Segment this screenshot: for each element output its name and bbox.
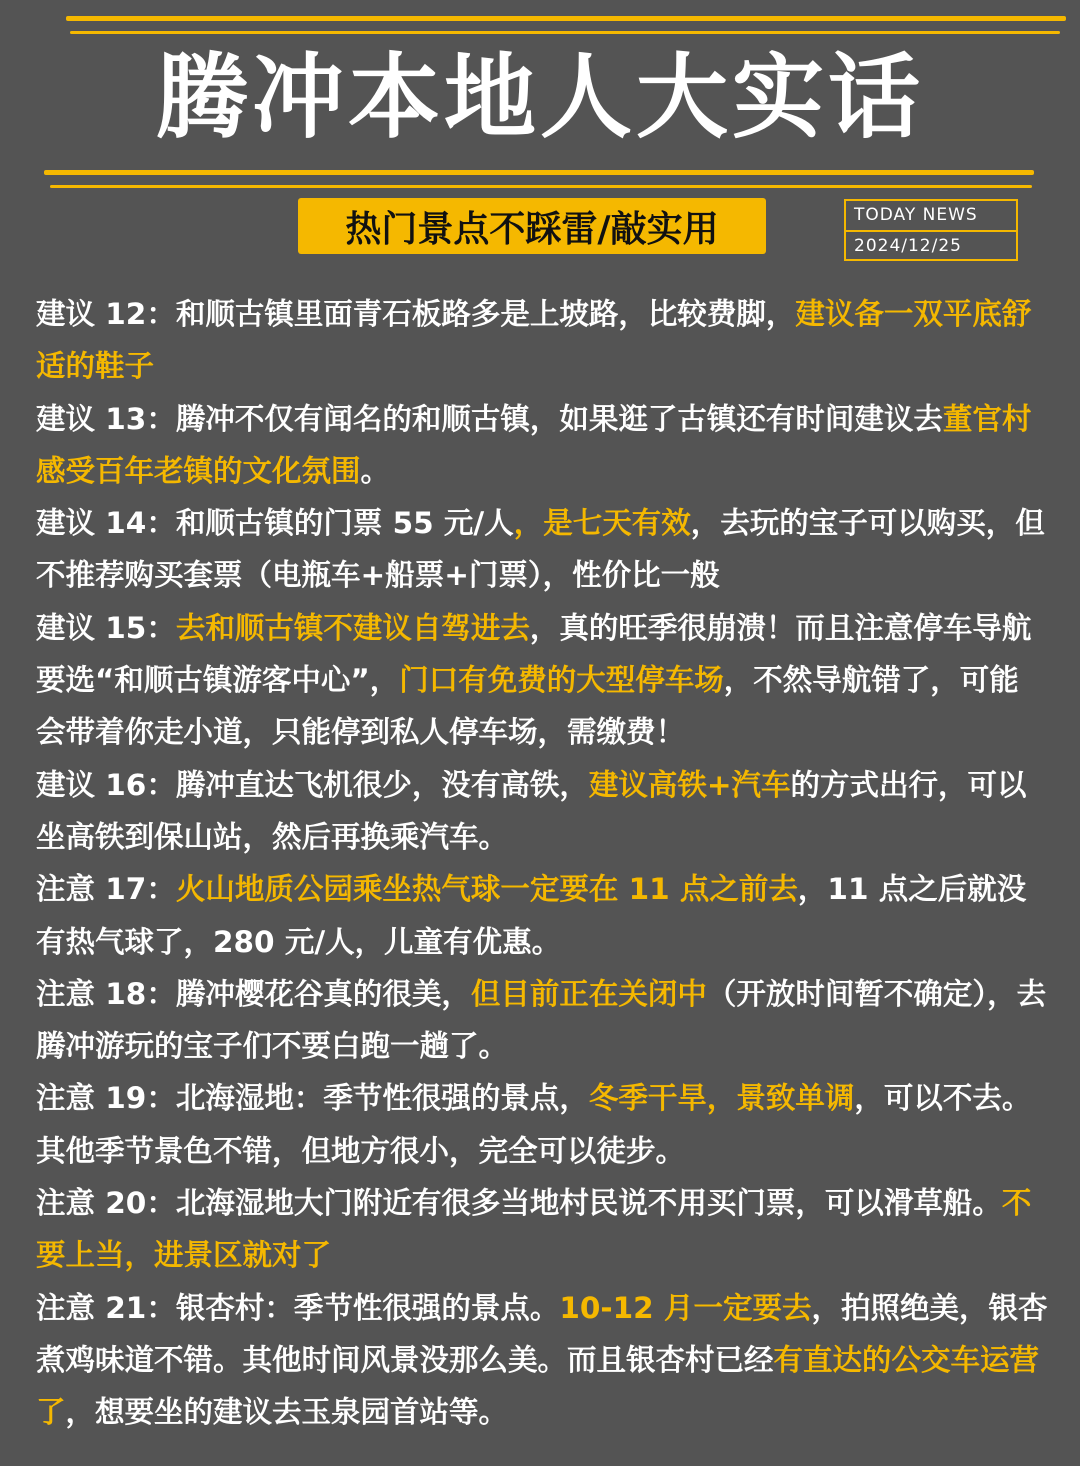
tip-highlight: 但目前正在关闭中 (470, 976, 707, 1011)
tips-list (36, 288, 1048, 1439)
tip-highlight: 不要上当，进景区就对了 (36, 1186, 1032, 1273)
news-label: TODAY NEWS (854, 205, 978, 225)
tip-highlight: 董官村感受百年老镇的文化氛围 (36, 401, 1032, 488)
tip-text: 的方式出行，可以坐高铁到保山站，然后再换乘汽车。 (36, 767, 1027, 854)
tip-paragraph (36, 968, 1048, 1073)
tip-paragraph (36, 393, 1048, 498)
tip-text: 建议 15： (36, 610, 176, 645)
tip-paragraph (36, 497, 1048, 602)
tip-text: ，去玩的宝子可以购买，但不推荐购买套票（电瓶车+船票+门票），性价比一般 (36, 506, 1045, 593)
tip-highlight: 10-12 月一定要去 (559, 1290, 812, 1325)
news-date: 2024/12/25 (846, 230, 1016, 261)
tip-highlight: 建议高铁+汽车 (588, 767, 791, 802)
tip-text: 建议 16：腾冲直达飞机很少，没有高铁， (36, 767, 589, 802)
bottom-rule-2 (50, 185, 1032, 188)
tip-highlight: 去和顺古镇不建议自驾进去 (175, 610, 530, 645)
tip-text: ，11 点之后就没有热气球了，280 元/人，儿童有优惠。 (36, 872, 1027, 959)
tip-text: 注意 20：北海湿地大门附近有很多当地村民说不用买门票，可以滑草船。 (36, 1186, 1002, 1221)
tip-paragraph (36, 288, 1048, 393)
tip-text: （开放时间暂不确定），去腾冲游玩的宝子们不要白跑一趟了。 (36, 976, 1047, 1064)
tip-text: 注意 21：银杏村：季节性很强的景点。 (36, 1290, 560, 1325)
tip-paragraph (36, 863, 1048, 968)
tip-text: ，真的旺季很崩溃！而且注意停车导航要选“和顺古镇游客中心”， (36, 610, 1032, 698)
subtitle-text: 热门景点不踩雷/敲实用 (345, 208, 719, 250)
bottom-rule-1 (44, 170, 1034, 175)
subtitle-banner (298, 198, 766, 254)
tip-text: ，可以不去。其他季节景色不错，但地方很小，完全可以徒步。 (36, 1081, 1032, 1168)
tip-highlight: 火山地质公园乘坐热气球一定要在 11 点之前去 (175, 872, 798, 907)
tip-text: 注意 19：北海湿地：季节性很强的景点， (36, 1081, 589, 1116)
tip-text: 。 (360, 453, 391, 488)
news-date-box (844, 199, 1018, 261)
page-title: 腾冲本地人大实话 (155, 44, 924, 151)
tip-highlight: 冬季干旱，景致单调 (588, 1081, 855, 1116)
tip-text: 注意 18：腾冲樱花谷真的很美， (36, 976, 471, 1011)
tip-highlight: ，是七天有效 (513, 506, 691, 541)
tip-paragraph (36, 1177, 1048, 1282)
tip-text: ，不然导航错了，可能会带着你走小道，只能停到私人停车场，需缴费！ (36, 663, 1019, 750)
tip-text: 建议 13：腾冲不仅有闻名的和顺古镇，如果逛了古镇还有时间建议去 (36, 401, 943, 436)
tip-highlight: 门口有免费的大型停车场 (399, 663, 724, 698)
tip-highlight: 有直达的公交车运营了 (36, 1342, 1040, 1430)
tip-paragraph (36, 1072, 1048, 1177)
tip-paragraph (36, 759, 1048, 864)
tip-text: ，想要坐的建议去玉泉园首站等。 (65, 1395, 509, 1430)
tip-highlight: 建议备一双平底舒适的鞋子 (36, 297, 1032, 384)
tip-text: 注意 17： (36, 872, 176, 907)
tip-text: 建议 12：和顺古镇里面青石板路多是上坡路，比较费脚， (36, 297, 796, 331)
tip-paragraph (36, 1282, 1048, 1439)
tip-text: ，拍照绝美，银杏煮鸡味道不错。其他时间风景没那么美。而且银杏村已经 (36, 1290, 1048, 1377)
tip-text: 建议 14：和顺古镇的门票 55 元/人 (36, 506, 514, 541)
top-rule-1 (66, 16, 1066, 21)
top-rule-2 (70, 31, 1060, 34)
tip-paragraph (36, 602, 1048, 759)
